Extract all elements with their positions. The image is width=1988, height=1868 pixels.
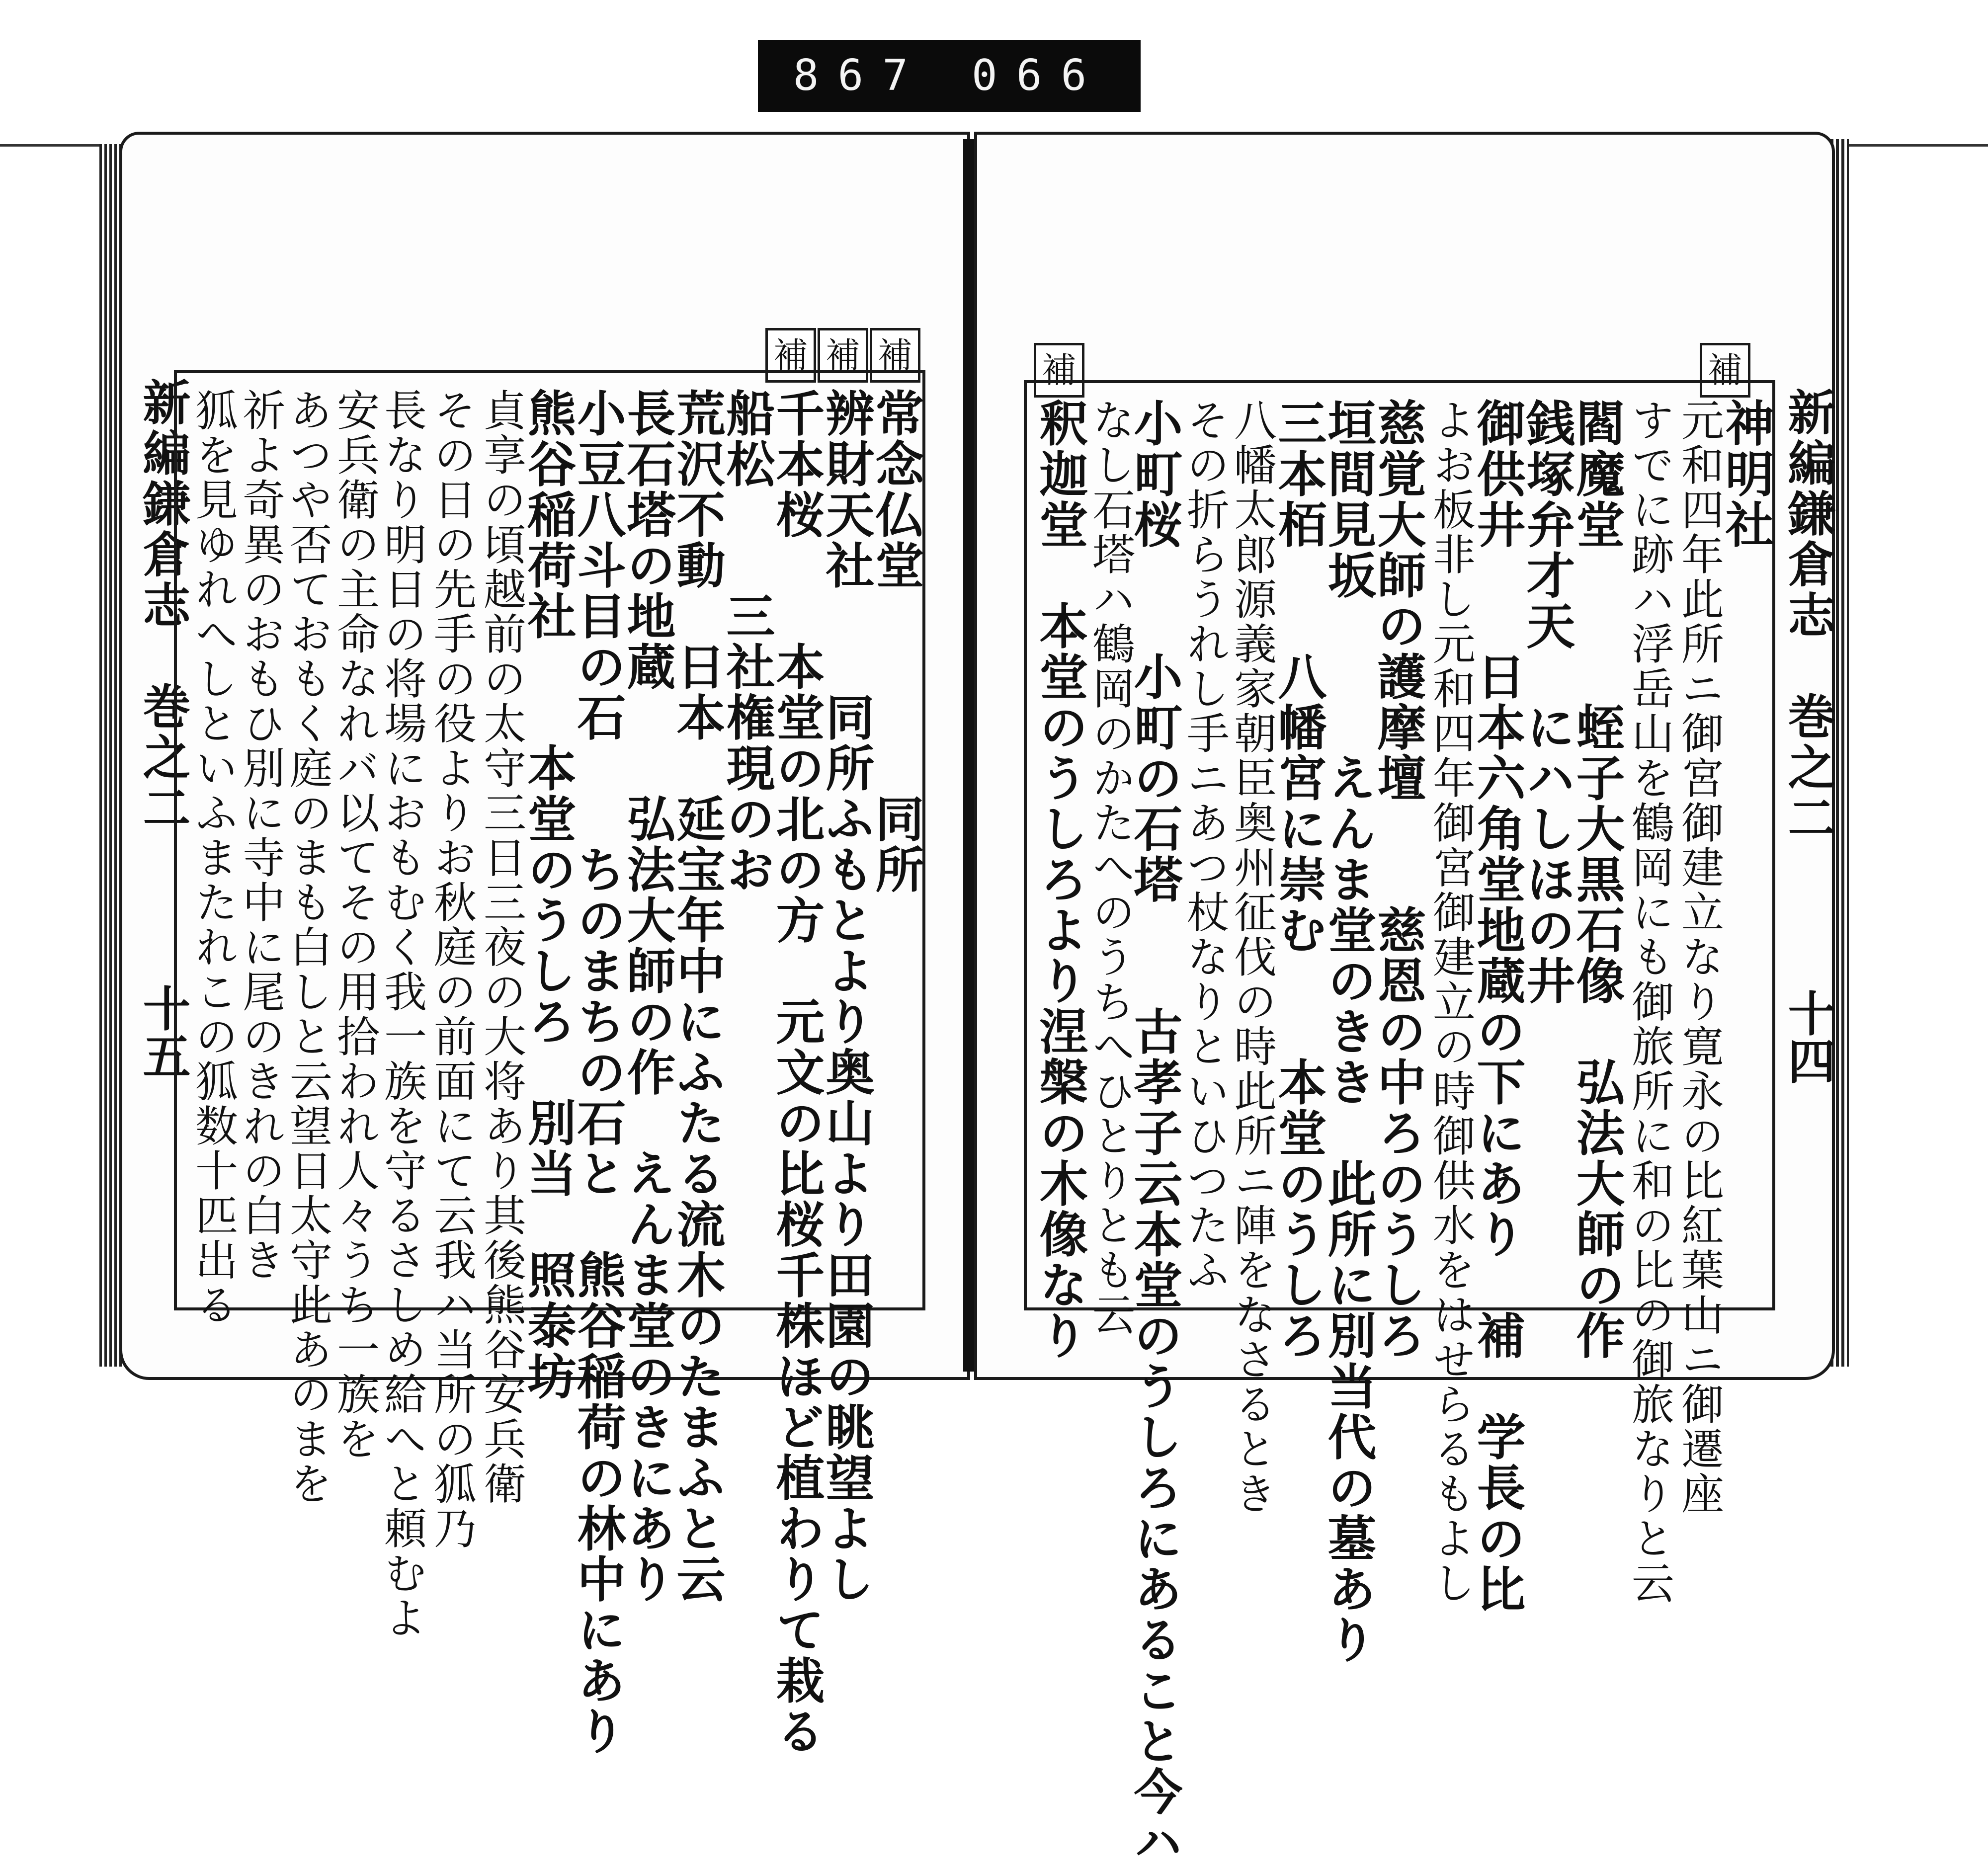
right-text-frame [1024, 380, 1775, 1868]
left-folio: 十五 [135, 984, 191, 1079]
right-column-2: 元和四年此所ニ御宮御建立なり寛永の比紅葉山ニ御遷座 [1674, 398, 1724, 1516]
left-running-head: 新編鎌倉志 巻之二 [135, 378, 191, 834]
left-supplement-mark-3: 補 [870, 328, 920, 383]
left-text-frame [174, 370, 925, 1757]
left-column-6: 長石塔の地蔵 弘法大師の作 えんま堂のきにあり [619, 388, 676, 1605]
left-column-4: 船松 三社権現のお [718, 388, 775, 895]
left-column-7: 小豆八斗目の石 ちのまちの石と 熊谷稲荷の林中にあり [569, 388, 626, 1757]
right-column-7: よお板非し元和四年御宮御建立の時御供水をはせらるもよし [1425, 398, 1475, 1606]
right-column-5: 銭塚弁才天 にハしほの井 [1518, 398, 1575, 1006]
right-supplement-mark-2: 補 [1700, 343, 1750, 398]
right-column-3: すでに跡ハ浮岳山を鶴岡にも御旅所に和の比の御旅なりと云 [1624, 398, 1674, 1606]
right-column-9: 垣間見坂 えんま堂のきき 此所に別当代の墓あり [1320, 398, 1377, 1665]
left-column-13: あつや否ておもく庭のまも白しと云望日太守此あのまを [282, 388, 332, 1506]
left-column-2: 辨財天社 同所ふもとより奥山より田園の眺望よし [818, 388, 875, 1605]
book-spine [963, 139, 974, 1372]
left-supplement-mark-2: 補 [818, 328, 868, 383]
left-supplement-mark-1: 補 [765, 328, 816, 383]
right-column-11: 八幡太郎源義家朝臣奥州征伐の時此所ニ陣をなさるとき [1227, 398, 1276, 1516]
left-column-14: 祈よ奇異のおもひ別に寺中に尾のきれの白き [235, 388, 285, 1283]
film-counter-right: 066 [971, 51, 1106, 100]
right-column-13: 小町桜 小町の石塔 古孝子云本堂のうしろにあること今ハ [1126, 398, 1183, 1868]
left-column-3: 千本桜 本堂の北の方 元文の比桜千株ほど植わりて栽る [768, 388, 825, 1757]
left-column-1: 常念仏堂 同所 [867, 388, 924, 895]
right-folio: 十四 [1780, 989, 1836, 1084]
right-column-4: 閻魔堂 蛭子大黒石像 弘法大師の作 [1568, 398, 1625, 1361]
left-column-10: その日の先手の役よりお秋庭の前面にて云我ハ当所の狐乃 [426, 388, 476, 1551]
right-column-10: 三本栢 八幡宮に崇む 本堂のうしろ [1270, 398, 1327, 1361]
film-counter-label [758, 40, 1141, 112]
right-column-15: 釈迦堂 本堂のうしろより涅槃の木像なり [1031, 398, 1088, 1361]
left-column-12: 安兵衛の主命なれバ以てその用拾われ人々うち一族を [330, 388, 379, 1462]
right-column-8: 慈覚大師の護摩壇 慈恩の中ろのうしろ [1369, 398, 1426, 1361]
film-counter-left: 867 [793, 51, 927, 100]
right-column-1: 神明社 [1717, 398, 1774, 550]
left-column-8: 熊谷稲荷社 本堂のうしろ 別当 照泰坊 [519, 388, 577, 1402]
left-column-5: 荒沢不動 日本 延宝年中にふたる流木のたまふと云 [668, 388, 726, 1605]
right-column-6: 御供井 日本六角堂地蔵の下にあり 補 学長の比 [1469, 398, 1526, 1615]
left-column-15: 狐を見ゆれへしといふまたれこの狐数十匹出る [188, 388, 238, 1327]
right-column-14: なし石塔ハ鶴岡のかたへのうちへひとりとも云 [1085, 398, 1135, 1337]
right-column-12: その折らうれし手ニあつ杖なりといひつたふ [1179, 398, 1229, 1293]
left-column-9: 貞享の頃越前の太守三日三夜の大将あり其後熊谷安兵衛 [476, 388, 526, 1506]
right-supplement-mark-1: 補 [1034, 343, 1084, 398]
left-column-11: 長なり明日の将場におもむく我一族を守るさしめ給へと頼むよ [377, 388, 426, 1640]
right-running-head: 新編鎌倉志 巻之二 [1780, 388, 1836, 844]
